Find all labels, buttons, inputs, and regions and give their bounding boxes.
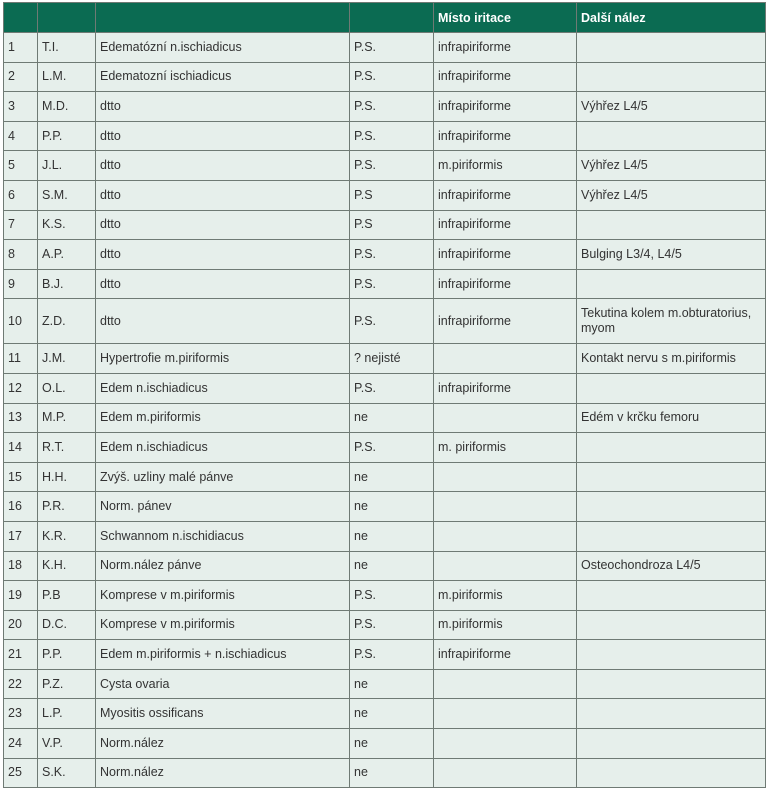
cell-number: 21 (4, 640, 38, 670)
cell-finding: Schwannom n.ischidiacus (96, 521, 350, 551)
cell-finding: Zvýš. uzliny malé pánve (96, 462, 350, 492)
table-body (4, 33, 766, 788)
cell-irritation-site: infrapiriforme (434, 240, 577, 270)
table-row (4, 344, 766, 374)
cell-finding: Norm. pánev (96, 492, 350, 522)
cell-number: 9 (4, 269, 38, 299)
table-row (4, 610, 766, 640)
cell-other-finding (577, 669, 766, 699)
cell-other-finding (577, 581, 766, 611)
cell-irritation-site: m. piriformis (434, 433, 577, 463)
cell-other-finding (577, 33, 766, 63)
cell-finding: dtto (96, 240, 350, 270)
cell-finding: Edem n.ischiadicus (96, 373, 350, 403)
cell-irritation-site: infrapiriforme (434, 373, 577, 403)
cell-number: 1 (4, 33, 38, 63)
table-row (4, 151, 766, 181)
cell-other-finding: Tekutina kolem m.obturatorius, myom (577, 299, 766, 344)
cell-irritation-site (434, 758, 577, 788)
cell-number: 13 (4, 403, 38, 433)
cell-other-finding: Osteochondroza L4/5 (577, 551, 766, 581)
cell-initials: J.L. (38, 151, 96, 181)
cell-initials: K.H. (38, 551, 96, 581)
cell-finding: Norm.nález (96, 758, 350, 788)
cell-initials: P.P. (38, 121, 96, 151)
cell-number: 5 (4, 151, 38, 181)
cell-irritation-site: m.piriformis (434, 151, 577, 181)
table-row (4, 699, 766, 729)
cell-irritation-site (434, 551, 577, 581)
cell-initials: S.K. (38, 758, 96, 788)
cell-side: P.S. (350, 121, 434, 151)
table-row (4, 33, 766, 63)
table-row (4, 758, 766, 788)
cell-side: P.S. (350, 92, 434, 122)
cell-initials: A.P. (38, 240, 96, 270)
cell-finding: Hypertrofie m.piriformis (96, 344, 350, 374)
cell-number: 7 (4, 210, 38, 240)
table-row (4, 729, 766, 759)
cell-number: 19 (4, 581, 38, 611)
findings-table-container (3, 2, 766, 788)
cell-number: 11 (4, 344, 38, 374)
header-cell-side (350, 3, 434, 33)
cell-number: 4 (4, 121, 38, 151)
cell-irritation-site: infrapiriforme (434, 640, 577, 670)
cell-side: P.S. (350, 151, 434, 181)
cell-irritation-site (434, 462, 577, 492)
cell-finding: Cysta ovaria (96, 669, 350, 699)
cell-number: 24 (4, 729, 38, 759)
table-row (4, 492, 766, 522)
cell-other-finding (577, 640, 766, 670)
cell-initials: J.M. (38, 344, 96, 374)
table-row (4, 121, 766, 151)
findings-table (3, 2, 766, 788)
cell-finding: Komprese v m.piriformis (96, 610, 350, 640)
cell-finding: Komprese v m.piriformis (96, 581, 350, 611)
cell-irritation-site (434, 699, 577, 729)
cell-number: 20 (4, 610, 38, 640)
cell-number: 8 (4, 240, 38, 270)
cell-irritation-site: infrapiriforme (434, 210, 577, 240)
table-row (4, 240, 766, 270)
cell-initials: T.I. (38, 33, 96, 63)
table-row (4, 462, 766, 492)
table-row (4, 180, 766, 210)
cell-side: ne (350, 699, 434, 729)
table-row (4, 299, 766, 344)
header-cell-other-finding: Další nález (577, 3, 766, 33)
cell-side: ne (350, 403, 434, 433)
cell-other-finding: Edém v krčku femoru (577, 403, 766, 433)
cell-side: P.S (350, 180, 434, 210)
cell-initials: L.M. (38, 62, 96, 92)
cell-other-finding: Kontakt nervu s m.piriformis (577, 344, 766, 374)
cell-side: P.S. (350, 240, 434, 270)
cell-number: 14 (4, 433, 38, 463)
cell-other-finding: Výhřez L4/5 (577, 92, 766, 122)
table-row (4, 640, 766, 670)
cell-number: 18 (4, 551, 38, 581)
cell-finding: dtto (96, 151, 350, 181)
cell-irritation-site (434, 669, 577, 699)
cell-number: 3 (4, 92, 38, 122)
table-row (4, 521, 766, 551)
header-cell-initials (38, 3, 96, 33)
cell-side: ne (350, 758, 434, 788)
cell-irritation-site: infrapiriforme (434, 121, 577, 151)
cell-side: P.S. (350, 269, 434, 299)
table-header-row (4, 3, 766, 33)
cell-other-finding: Výhřez L4/5 (577, 180, 766, 210)
cell-other-finding: Výhřez L4/5 (577, 151, 766, 181)
table-row (4, 551, 766, 581)
cell-initials: B.J. (38, 269, 96, 299)
cell-finding: Edem m.piriformis + n.ischiadicus (96, 640, 350, 670)
cell-side: P.S. (350, 640, 434, 670)
cell-initials: R.T. (38, 433, 96, 463)
cell-finding: Edem m.piriformis (96, 403, 350, 433)
cell-finding: Edem n.ischiadicus (96, 433, 350, 463)
cell-initials: P.Z. (38, 669, 96, 699)
cell-irritation-site: infrapiriforme (434, 180, 577, 210)
cell-side: ne (350, 462, 434, 492)
cell-finding: Edematózní n.ischiadicus (96, 33, 350, 63)
cell-side: P.S. (350, 610, 434, 640)
cell-number: 17 (4, 521, 38, 551)
cell-finding: Myositis ossificans (96, 699, 350, 729)
header-cell-finding (96, 3, 350, 33)
cell-other-finding (577, 699, 766, 729)
cell-other-finding (577, 433, 766, 463)
cell-finding: Edematozní ischiadicus (96, 62, 350, 92)
cell-initials: O.L. (38, 373, 96, 403)
cell-irritation-site (434, 492, 577, 522)
cell-other-finding (577, 373, 766, 403)
cell-side: P.S (350, 210, 434, 240)
table-row (4, 581, 766, 611)
table-row (4, 433, 766, 463)
cell-other-finding (577, 121, 766, 151)
cell-other-finding (577, 729, 766, 759)
cell-other-finding (577, 210, 766, 240)
cell-finding: dtto (96, 269, 350, 299)
table-row (4, 269, 766, 299)
cell-other-finding (577, 62, 766, 92)
cell-finding: Norm.nález pánve (96, 551, 350, 581)
cell-side: ne (350, 492, 434, 522)
table-row (4, 62, 766, 92)
cell-finding: Norm.nález (96, 729, 350, 759)
cell-number: 23 (4, 699, 38, 729)
cell-irritation-site: m.piriformis (434, 610, 577, 640)
cell-finding: dtto (96, 121, 350, 151)
cell-side: ne (350, 669, 434, 699)
cell-initials: L.P. (38, 699, 96, 729)
cell-initials: M.P. (38, 403, 96, 433)
cell-initials: P.P. (38, 640, 96, 670)
cell-finding: dtto (96, 92, 350, 122)
table-row (4, 373, 766, 403)
cell-irritation-site: infrapiriforme (434, 269, 577, 299)
cell-irritation-site (434, 521, 577, 551)
cell-other-finding: Bulging L3/4, L4/5 (577, 240, 766, 270)
cell-other-finding (577, 610, 766, 640)
table-row (4, 403, 766, 433)
cell-side: P.S. (350, 33, 434, 63)
cell-irritation-site: infrapiriforme (434, 92, 577, 122)
cell-number: 2 (4, 62, 38, 92)
cell-finding: dtto (96, 210, 350, 240)
table-row (4, 92, 766, 122)
cell-irritation-site: m.piriformis (434, 581, 577, 611)
cell-initials: P.B (38, 581, 96, 611)
cell-initials: K.S. (38, 210, 96, 240)
cell-initials: P.R. (38, 492, 96, 522)
cell-number: 6 (4, 180, 38, 210)
cell-initials: M.D. (38, 92, 96, 122)
cell-irritation-site (434, 729, 577, 759)
cell-side: ne (350, 729, 434, 759)
cell-irritation-site: infrapiriforme (434, 33, 577, 63)
cell-side: P.S. (350, 433, 434, 463)
cell-irritation-site: infrapiriforme (434, 299, 577, 344)
table-row (4, 210, 766, 240)
table-row (4, 669, 766, 699)
cell-side: P.S. (350, 299, 434, 344)
cell-side: P.S. (350, 62, 434, 92)
cell-initials: S.M. (38, 180, 96, 210)
cell-other-finding (577, 462, 766, 492)
cell-irritation-site (434, 344, 577, 374)
cell-side: P.S. (350, 373, 434, 403)
cell-side: ne (350, 521, 434, 551)
cell-side: P.S. (350, 581, 434, 611)
header-cell-irritation-site: Místo iritace (434, 3, 577, 33)
cell-side: ? nejisté (350, 344, 434, 374)
cell-number: 10 (4, 299, 38, 344)
cell-irritation-site (434, 403, 577, 433)
cell-initials: Z.D. (38, 299, 96, 344)
cell-irritation-site: infrapiriforme (434, 62, 577, 92)
cell-number: 22 (4, 669, 38, 699)
cell-side: ne (350, 551, 434, 581)
cell-finding: dtto (96, 299, 350, 344)
cell-initials: H.H. (38, 462, 96, 492)
cell-number: 12 (4, 373, 38, 403)
cell-other-finding (577, 492, 766, 522)
cell-finding: dtto (96, 180, 350, 210)
cell-other-finding (577, 269, 766, 299)
cell-number: 16 (4, 492, 38, 522)
cell-initials: K.R. (38, 521, 96, 551)
cell-initials: V.P. (38, 729, 96, 759)
cell-number: 15 (4, 462, 38, 492)
header-cell-number (4, 3, 38, 33)
cell-number: 25 (4, 758, 38, 788)
cell-other-finding (577, 521, 766, 551)
cell-initials: D.C. (38, 610, 96, 640)
cell-other-finding (577, 758, 766, 788)
